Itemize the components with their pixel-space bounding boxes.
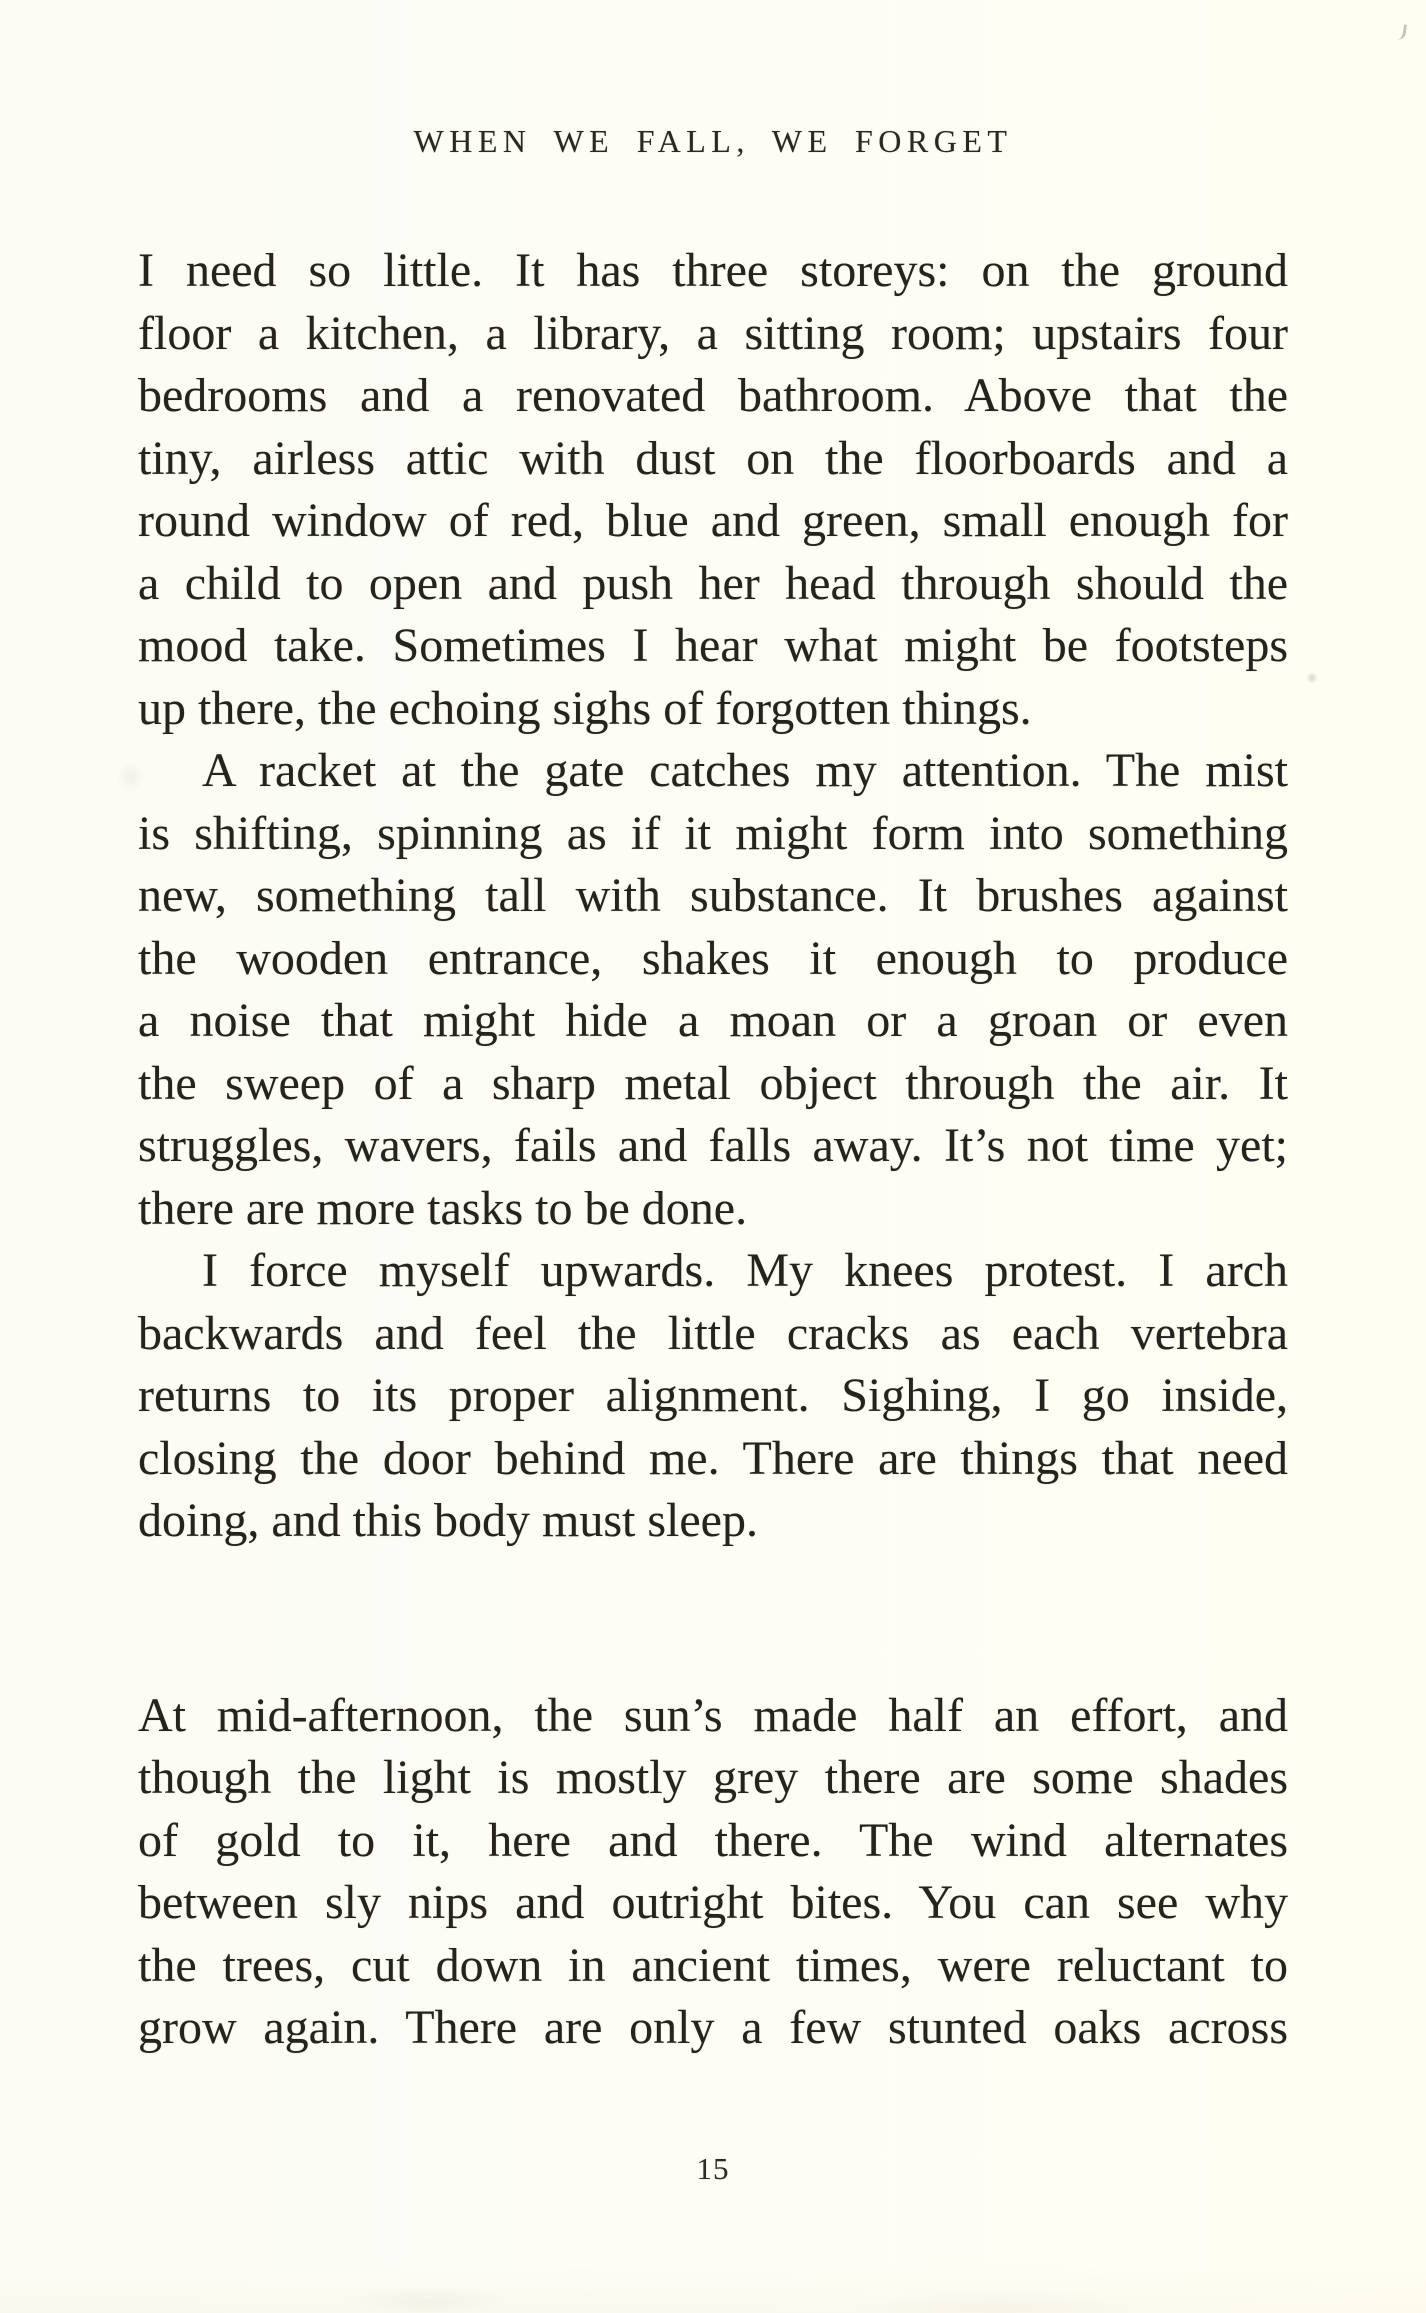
text-line: between sly nips and outright bites. You can see why [138, 1876, 1288, 1929]
text-line: backwards and feel the little cracks as each vertebra [138, 1306, 1288, 1360]
text-line: doing, and this body must sleep. [138, 1494, 758, 1547]
running-header: WHEN WE FALL, WE FORGET [413, 123, 1013, 159]
paragraph [138, 740, 1288, 1240]
body-text [138, 240, 1288, 2060]
text-line: new, something tall with substance. It brushes against [138, 869, 1288, 922]
text-line: a noise that might hide a moan or a groan or even [138, 994, 1288, 1047]
page-number: 15 [696, 2151, 730, 2186]
text-line: the trees, cut down in ancient times, were reluctant to [138, 1938, 1288, 1992]
paragraph [138, 240, 1288, 740]
scan-artifact-mark [1395, 23, 1407, 40]
text-line: grow again. There are only a few stunted oaks across [138, 2001, 1288, 2054]
text-line: I need so little. It has three storeys: on the ground [138, 244, 1288, 297]
paragraph [138, 1240, 1288, 1553]
text-line: At mid-afternoon, the sun’s made half an effort, and [138, 1688, 1288, 1742]
text-line: of gold to it, here and there. The wind alternates [138, 1813, 1288, 1867]
text-line: there are more tasks to be done. [138, 1181, 748, 1235]
text-line: the wooden entrance, shakes it enough to produce [138, 931, 1288, 985]
text-line: bedrooms and a renovated bathroom. Above that the [138, 369, 1288, 422]
text-line: is shifting, spinning as if it might form into something [138, 806, 1288, 860]
paragraph [138, 1685, 1288, 2060]
text-line: though the light is mostly grey there are some shades [138, 1751, 1288, 1804]
text-line: a child to open and push her head through should the [138, 556, 1288, 610]
text-line: floor a kitchen, a library, a sitting room; upstairs four [138, 306, 1288, 360]
scan-artifact-smudge [1306, 672, 1318, 684]
text-line: up there, the echoing sighs of forgotten things. [138, 681, 1032, 735]
text-line: returns to its proper alignment. Sighing, I go inside, [138, 1369, 1288, 1422]
text-line: I force myself upwards. My knees protest. I arch [202, 1244, 1288, 1297]
text-line: round window of red, blue and green, small enough for [138, 494, 1288, 547]
text-line: the sweep of a sharp metal object through the air. It [138, 1056, 1288, 1110]
text-line: closing the door behind me. There are things that need [138, 1431, 1288, 1485]
text-line: tiny, airless attic with dust on the floorboards and a [138, 431, 1288, 485]
text-line: mood take. Sometimes I hear what might be footsteps [138, 619, 1288, 672]
text-line: A racket at the gate catches my attention. The mist [202, 744, 1288, 797]
text-line: struggles, wavers, fails and falls away. It’s not time yet; [138, 1119, 1288, 1172]
